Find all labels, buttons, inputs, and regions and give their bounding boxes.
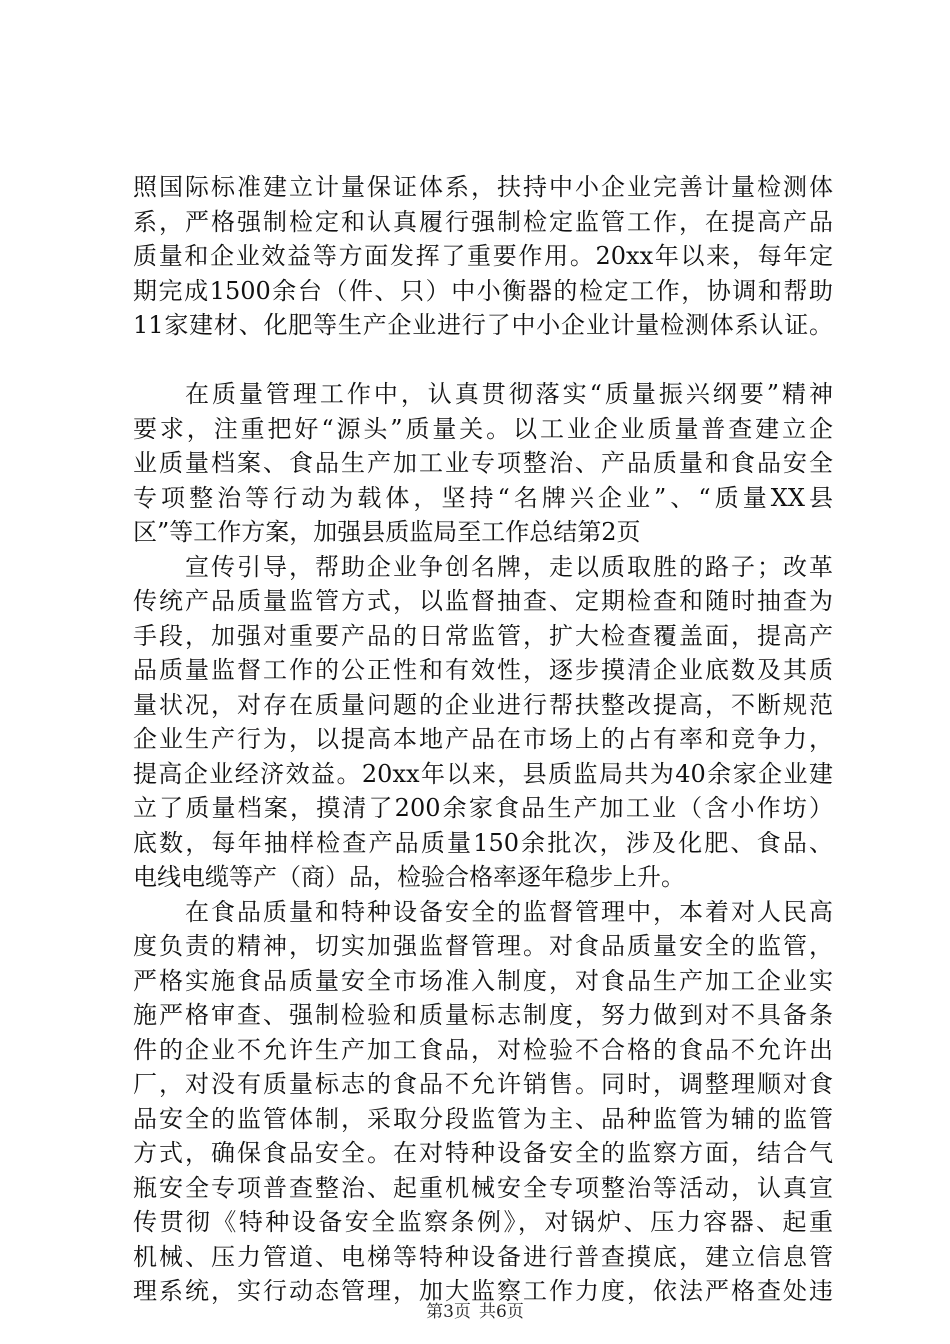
paragraph-gap: [133, 343, 833, 378]
text-line: 系，严格强制检定和认真履行强制检定监管工作，在提高产品: [133, 207, 833, 236]
text-line: 在质量管理工作中，认真贯彻落实“质量振兴纲要”精神: [185, 380, 833, 408]
text-line: 理系统，实行动态管理，加大监察工作力度，依法严格查处违: [133, 1277, 833, 1305]
text-line: 厂，对没有质量标志的食品不允许销售。同时，调整理顺对食: [133, 1070, 833, 1098]
text-line: 传贯彻《特种设备安全监察条例》，对锅炉、压力容器、起重: [133, 1208, 833, 1236]
text-line: 电线电缆等产（商）品，检验合格率逐年稳步上升。: [133, 863, 685, 891]
text-line: 企业生产行为，以提高本地产品在市场上的占有率和竞争力，: [133, 725, 833, 753]
text-line: 量状况，对存在质量问题的企业进行帮扶整改提高，不断规范: [133, 690, 833, 719]
text-line: 底数，每年抽样检查产品质量150余批次，涉及化肥、食品、: [133, 828, 833, 857]
text-line: 区”等工作方案，加强县质监局至工作总结第2页: [133, 518, 641, 546]
text-line: 立了质量档案，摸清了200余家食品生产加工业（含小作坊）: [133, 794, 833, 822]
text-line: 照国际标准建立计量保证体系，扶持中小企业完善计量检测体: [133, 173, 833, 201]
page-number: 第3页: [426, 1302, 471, 1322]
text-line: 机械、压力管道、电梯等特种设备进行普查摸底，建立信息管: [133, 1242, 833, 1271]
page-footer: [0, 1300, 950, 1324]
text-line: 施严格审查、强制检验和质量标志制度，努力做到对不具备条: [133, 1001, 833, 1029]
text-line: 提高企业经济效益。20xx年以来，县质监局共为40余家企业建: [133, 759, 833, 788]
text-line: 瓶安全专项普查整治、起重机械安全专项整治等活动，认真宣: [133, 1173, 833, 1202]
text-line: 11家建材、化肥等生产企业进行了中小企业计量检测体系认证。: [133, 311, 833, 339]
text-line: 专项整治等行动为载体，坚持“名牌兴企业”、“质量XX县: [133, 483, 833, 512]
text-line: 要求，注重把好“源头”质量关。以工业企业质量普查建立企: [133, 414, 833, 443]
paragraph-2: [133, 377, 833, 550]
text-line: 宣传引导，帮助企业争创名牌，走以质取胜的路子；改革: [185, 552, 833, 581]
text-line: 严格实施食品质量安全市场准入制度，对食品生产加工企业实: [133, 966, 833, 995]
paragraph-4: [133, 895, 833, 1309]
text-line: 手段，加强对重要产品的日常监管，扩大检查覆盖面，提高产: [133, 621, 833, 650]
text-line: 在食品质量和特种设备安全的监督管理中，本着对人民高: [185, 897, 833, 926]
text-line: 件的企业不允许生产加工食品，对检验不合格的食品不允许出: [133, 1035, 833, 1064]
text-line: 业质量档案、食品生产加工业专项整治、产品质量和食品安全: [133, 449, 833, 477]
document-body: [133, 170, 833, 1309]
text-line: 度负责的精神，切实加强监督管理。对食品质量安全的监管，: [133, 932, 833, 960]
text-line: 方式，确保食品安全。在对特种设备安全的监察方面，结合气: [133, 1139, 833, 1167]
text-line: 质量和企业效益等方面发挥了重要作用。20xx年以来，每年定: [133, 242, 833, 270]
paragraph-1: [133, 170, 833, 343]
text-line: 传统产品质量监管方式，以监督抽查、定期检查和随时抽查为: [133, 587, 833, 615]
paragraph-3: [133, 550, 833, 895]
text-line: 期完成1500余台（件、只）中小衡器的检定工作，协调和帮助: [133, 276, 833, 305]
text-line: 品安全的监管体制，采取分段监管为主、品种监管为辅的监管: [133, 1104, 833, 1133]
page-total: 共6页: [479, 1302, 524, 1322]
text-line: 品质量监督工作的公正性和有效性，逐步摸清企业底数及其质: [133, 656, 833, 684]
